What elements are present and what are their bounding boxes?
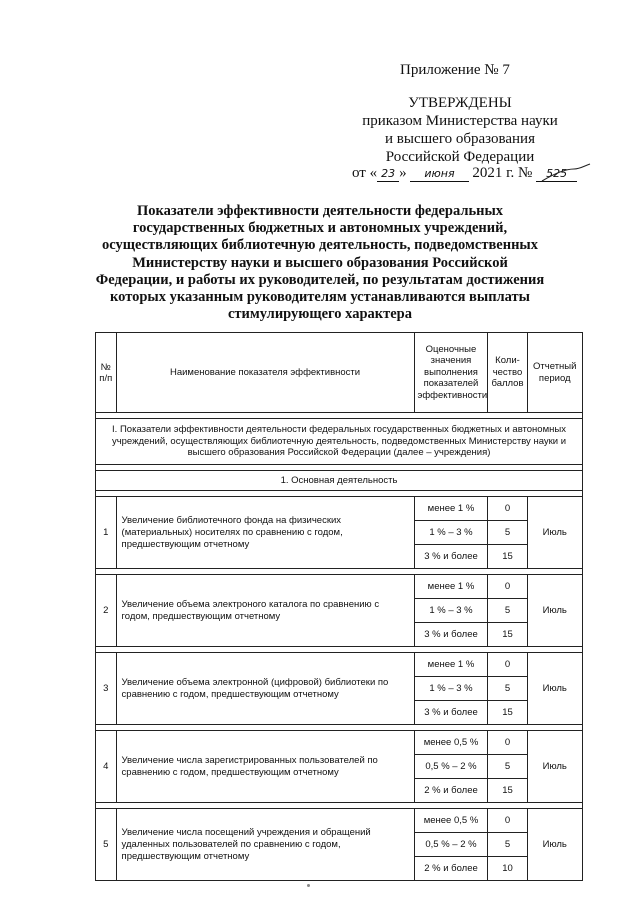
criterion-value: 1 % – 3 % [414, 677, 488, 701]
indicator-number: 2 [96, 575, 117, 647]
handwritten-mark [540, 163, 592, 185]
table-row [96, 497, 583, 521]
indicator-name: Увеличение числа посещений учреждения и обращений удаленных пользователей по сравнению с годом, предшествующим отчетному [116, 809, 414, 881]
order-line: Российской Федерации [385, 149, 535, 165]
date-month: июня [410, 166, 468, 182]
criterion-value: 2 % и более [414, 779, 488, 803]
criterion-points: 0 [488, 497, 527, 521]
indicator-name: Увеличение объема электронной (цифровой) библиотеки по сравнению с годом, предшествующим отчетному [116, 653, 414, 725]
criterion-points: 0 [488, 731, 527, 755]
table-header-row [96, 333, 583, 413]
table-row [96, 731, 583, 755]
criterion-value: менее 1 % [414, 575, 488, 599]
reporting-period: Июль [527, 497, 583, 569]
appendix-label: Приложение № 7 [400, 62, 510, 78]
header-points: Коли-чество баллов [488, 333, 527, 413]
subsection-row [96, 471, 583, 491]
indicator-name: Увеличение библиотечного фонда на физических (материальных) носителях по сравнению с годом, предшествующим отчетному [116, 497, 414, 569]
criterion-points: 0 [488, 653, 527, 677]
criterion-points: 5 [488, 755, 527, 779]
header-values: Оценочные значения выполнения показателей эффективности [414, 333, 488, 413]
approved-label: УТВЕРЖДЕНЫ [408, 95, 512, 111]
criterion-value: менее 0,5 % [414, 809, 488, 833]
criterion-points: 0 [488, 809, 527, 833]
indicator-number: 3 [96, 653, 117, 725]
date-number: 525 [536, 166, 577, 182]
date-prefix: от « [352, 165, 378, 181]
criterion-value: менее 0,5 % [414, 731, 488, 755]
criterion-points: 15 [488, 545, 527, 569]
criterion-points: 10 [488, 857, 527, 881]
table-body [96, 333, 583, 881]
order-line: приказом Министерства науки [362, 113, 558, 129]
criterion-points: 5 [488, 521, 527, 545]
criterion-value: 3 % и более [414, 701, 488, 725]
criterion-value: 1 % – 3 % [414, 521, 488, 545]
reporting-period: Июль [527, 575, 583, 647]
document-title: Показатели эффективности деятельности федеральных государственных бюджетных и автономных учреждений, осуществляющих библиотечную деятельность, подведомственных Министерству науки и высшего образования Российской Федерации, и работы их руководителей, по результатам достижения которых указанным руководителям устанавливаются выплаты стимулирующего характера [95, 203, 545, 323]
header-period: Отчетный период [527, 333, 583, 413]
criterion-value: 0,5 % – 2 % [414, 755, 488, 779]
criterion-value: 0,5 % – 2 % [414, 833, 488, 857]
criterion-value: менее 1 % [414, 653, 488, 677]
section-row [96, 419, 583, 465]
indicator-number: 5 [96, 809, 117, 881]
criterion-points: 0 [488, 575, 527, 599]
scan-dot [307, 884, 310, 887]
header-name: Наименование показателя эффективности [116, 333, 414, 413]
reporting-period: Июль [527, 653, 583, 725]
table-row [96, 575, 583, 599]
indicator-number: 1 [96, 497, 117, 569]
reporting-period: Июль [527, 731, 583, 803]
criterion-points: 5 [488, 677, 527, 701]
date-day: 23 [377, 166, 399, 182]
criterion-points: 5 [488, 599, 527, 623]
table-row [96, 653, 583, 677]
criterion-value: 3 % и более [414, 623, 488, 647]
criterion-value: менее 1 % [414, 497, 488, 521]
subsection-title: 1. Основная деятельность [96, 471, 583, 491]
reporting-period: Июль [527, 809, 583, 881]
criterion-points: 15 [488, 779, 527, 803]
indicators-table [95, 332, 583, 881]
criterion-points: 15 [488, 623, 527, 647]
table-row [96, 809, 583, 833]
criterion-points: 5 [488, 833, 527, 857]
header-num: № п/п [96, 333, 117, 413]
section-title: I. Показатели эффективности деятельности федеральных государственных бюджетных и автономных учреждений, осуществляющих библиотечную деятельность, подведомственных Министерству науки и высшего образования Российской Федерации (далее – учреждения) [96, 419, 583, 465]
order-line: и высшего образования [385, 131, 535, 147]
indicator-name: Увеличение объема электроного каталога по сравнению с годом, предшествующим отчетному [116, 575, 414, 647]
date-mid: » [399, 165, 411, 181]
criterion-points: 15 [488, 701, 527, 725]
date-year: 2021 г. № [468, 165, 537, 181]
indicator-number: 4 [96, 731, 117, 803]
indicator-name: Увеличение числа зарегистрированных пользователей по сравнению с годом, предшествующим отчетному [116, 731, 414, 803]
criterion-value: 3 % и более [414, 545, 488, 569]
criterion-value: 1 % – 3 % [414, 599, 488, 623]
criterion-value: 2 % и более [414, 857, 488, 881]
